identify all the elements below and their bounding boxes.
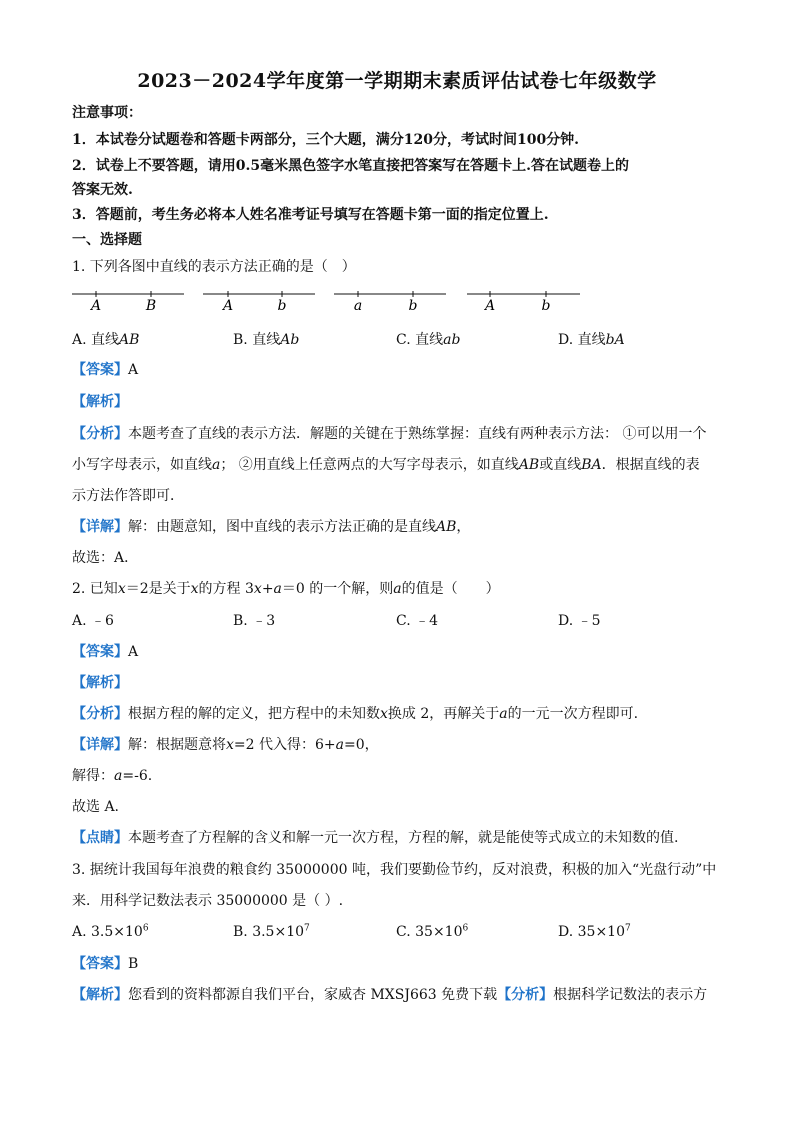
answer-value: A [128, 362, 139, 378]
fenxi-text: 根据方程的解的定义，把方程中的未知数 [128, 706, 380, 722]
math-var: x [226, 737, 234, 753]
option-value: ﹣5 [577, 613, 601, 629]
notice-item-2: 2．试卷上不要答题，请用0.5毫米黑色签字水笔直接把答案写在答题卡上.答在试题卷上的 [72, 158, 629, 174]
analysis-tag: 【解析】 [72, 675, 128, 691]
answer-tag: 【答案】 [72, 362, 128, 378]
option-letter: A. [72, 613, 87, 629]
q3-analysis [72, 986, 707, 1004]
fenxi-tag: 【分析】 [72, 426, 128, 442]
q1-stem: 1. 下列各图中直线的表示方法正确的是（ ） [72, 259, 356, 275]
math-var: a [393, 581, 402, 597]
fenxi-tag: 【分析】 [497, 987, 554, 1003]
math-var: BA [581, 457, 602, 473]
q1-option-a [72, 331, 139, 349]
option-value: ﹣3 [252, 613, 276, 629]
math-var: x [253, 581, 262, 597]
detail-text: =0， [344, 737, 379, 753]
q2-solve [72, 767, 152, 785]
option-text: 直线 [577, 332, 606, 348]
detail-text: ， [456, 519, 471, 535]
q3-option-a [72, 923, 149, 941]
answer-tag: 【答案】 [72, 956, 128, 972]
math-var: AB [436, 519, 457, 535]
notice-item-1: 1．本试卷分试题卷和答题卡两部分，三个大题，满分120分，考试时间100分钟. [72, 132, 580, 148]
q2-option-c [396, 612, 438, 630]
stem-text: ＝0 的一个解，则 [281, 581, 394, 597]
detail-text: =2 代入得：6+ [233, 737, 336, 753]
analysis-text: 您看到的资料都源自我们平台，家威杏 MXSJ663 免费下载 [128, 987, 498, 1003]
math-var: a [499, 706, 508, 722]
option-value: ﹣4 [415, 613, 439, 629]
solve-text: =-6. [122, 768, 153, 784]
option-letter: D. [558, 332, 574, 348]
q2-option-a [72, 612, 114, 630]
fenxi-text: 的一元一次方程即可. [507, 706, 639, 722]
option-exponent: 6 [142, 923, 149, 934]
option-math: AB [119, 332, 140, 348]
solve-text: 解得： [72, 768, 114, 784]
figure-3-label-2: b [408, 298, 418, 314]
math-var: a [335, 737, 344, 753]
q3-stem-line-2: 来．用科学记数法表示 35000000 是（ ）. [72, 893, 344, 909]
fenxi-text: 根据科学记数法的表示方 [553, 987, 708, 1003]
fenxi-tag: 【分析】 [72, 706, 128, 722]
answer-value: B [128, 956, 139, 972]
q2-option-b [233, 612, 275, 630]
math-var: a [212, 457, 221, 473]
q1-detail [72, 518, 470, 536]
fenxi-text: 或直线 [539, 457, 582, 473]
q1-figures [0, 284, 794, 314]
q2-analysis-heading [72, 674, 128, 692]
option-letter: B. [233, 924, 248, 940]
notice-item-2-cont: 答案无效. [72, 182, 133, 198]
option-text: 直线 [252, 332, 281, 348]
q2-option-d [558, 612, 601, 630]
math-var: a [273, 581, 282, 597]
option-value: ﹣6 [91, 613, 114, 629]
stem-text: 的方程 3 [198, 581, 254, 597]
option-exponent: 6 [462, 923, 469, 934]
section-heading: 一、选择题 [72, 232, 142, 248]
q1-line-diagrams [0, 284, 794, 314]
answer-value: A [128, 644, 139, 660]
q3-answer [72, 955, 138, 973]
figure-1-label-1: A [90, 298, 102, 314]
analysis-tag: 【解析】 [72, 987, 128, 1003]
stem-text: ＝2是关于 [125, 581, 191, 597]
option-letter: A. [72, 924, 87, 940]
answer-tag: 【答案】 [72, 644, 128, 660]
figure-2-label-1: A [222, 298, 234, 314]
stem-text: + [261, 581, 274, 597]
q2-dianjing [72, 829, 678, 847]
fenxi-text: ； ②用直线上任意两点的大写字母表示，如直线 [220, 457, 519, 473]
fenxi-text: ．根据直线的表 [601, 457, 700, 473]
stem-text: 2. 已知 [72, 581, 118, 597]
q1-fenxi-line-3: 示方法作答即可． [72, 488, 184, 504]
math-var: a [114, 768, 123, 784]
fenxi-text: 小写字母表示，如直线 [72, 457, 212, 473]
option-math: bA [605, 332, 625, 348]
option-letter: A. [72, 332, 87, 348]
option-letter: C. [396, 924, 411, 940]
figure-2-label-2: b [277, 298, 287, 314]
detail-text: 解：根据题意将 [128, 737, 226, 753]
q1-fenxi-line-1 [72, 425, 706, 443]
option-base: 3.5×10 [91, 924, 143, 940]
q1-option-b [233, 331, 299, 349]
q2-conclusion: 故选 A. [72, 799, 120, 815]
option-text: 直线 [91, 332, 120, 348]
option-base: 3.5×10 [252, 924, 305, 940]
analysis-tag: 【解析】 [72, 394, 128, 410]
math-var: x [380, 706, 388, 722]
page-title: 2023－2024学年度第一学期期末素质评估试卷七年级数学 [137, 70, 657, 92]
q1-option-c [396, 331, 460, 349]
q1-option-d [558, 331, 625, 349]
q1-fenxi-line-2 [72, 456, 700, 474]
option-text: 直线 [415, 332, 444, 348]
figure-1-label-2: B [145, 298, 157, 314]
notice-item-3: 3．答题前，考生务必将本人姓名准考证号填写在答题卡第一面的指定位置上. [72, 207, 549, 223]
option-math: Ab [280, 332, 300, 348]
option-exponent: 7 [625, 923, 631, 934]
dianjing-tag: 【点睛】 [72, 830, 128, 846]
notice-heading: 注意事项： [72, 105, 142, 121]
figure-4-label-2: b [541, 298, 551, 314]
q3-stem-line-1: 3. 据统计我国每年浪费的粮食约 35000000 吨，我们要勤俭节约，反对浪费，积极的加入“光盘行动”中 [72, 862, 717, 878]
option-letter: C. [396, 332, 411, 348]
q2-detail [72, 736, 379, 754]
q1-answer [72, 361, 138, 379]
q1-conclusion: 故选：A． [72, 550, 139, 566]
option-exponent: 7 [304, 923, 310, 934]
figure-3-label-1: a [353, 298, 363, 314]
q2-fenxi [72, 705, 638, 723]
option-letter: D. [558, 613, 574, 629]
detail-tag: 【详解】 [72, 519, 128, 535]
option-base: 35×10 [415, 924, 463, 940]
q2-answer [72, 643, 138, 661]
q2-stem [72, 580, 500, 598]
option-letter: B. [233, 332, 248, 348]
math-var: x [190, 581, 199, 597]
option-math: ab [443, 332, 461, 348]
option-base: 35×10 [577, 924, 625, 940]
detail-text: 解：由题意知，图中直线的表示方法正确的是直线 [128, 519, 436, 535]
stem-text: 的值是（ ） [401, 581, 500, 597]
detail-tag: 【详解】 [72, 737, 128, 753]
figure-4-label-1: A [484, 298, 496, 314]
fenxi-text: 本题考查了直线的表示方法．解题的关键在于熟练掌握：直线有两种表示方法： ①可以用一个 [128, 426, 707, 442]
math-var: AB [518, 457, 540, 473]
q3-option-d [558, 923, 631, 941]
option-letter: D. [558, 924, 574, 940]
q3-option-b [233, 923, 310, 941]
option-letter: C. [396, 613, 411, 629]
dianjing-text: 本题考查了方程解的含义和解一元一次方程，方程的解，就是能使等式成立的未知数的值. [128, 830, 679, 846]
math-var: x [117, 581, 126, 597]
q3-option-c [396, 923, 468, 941]
option-letter: B. [233, 613, 248, 629]
fenxi-text: 换成 2，再解关于 [387, 706, 500, 722]
q1-analysis-heading [72, 393, 128, 411]
